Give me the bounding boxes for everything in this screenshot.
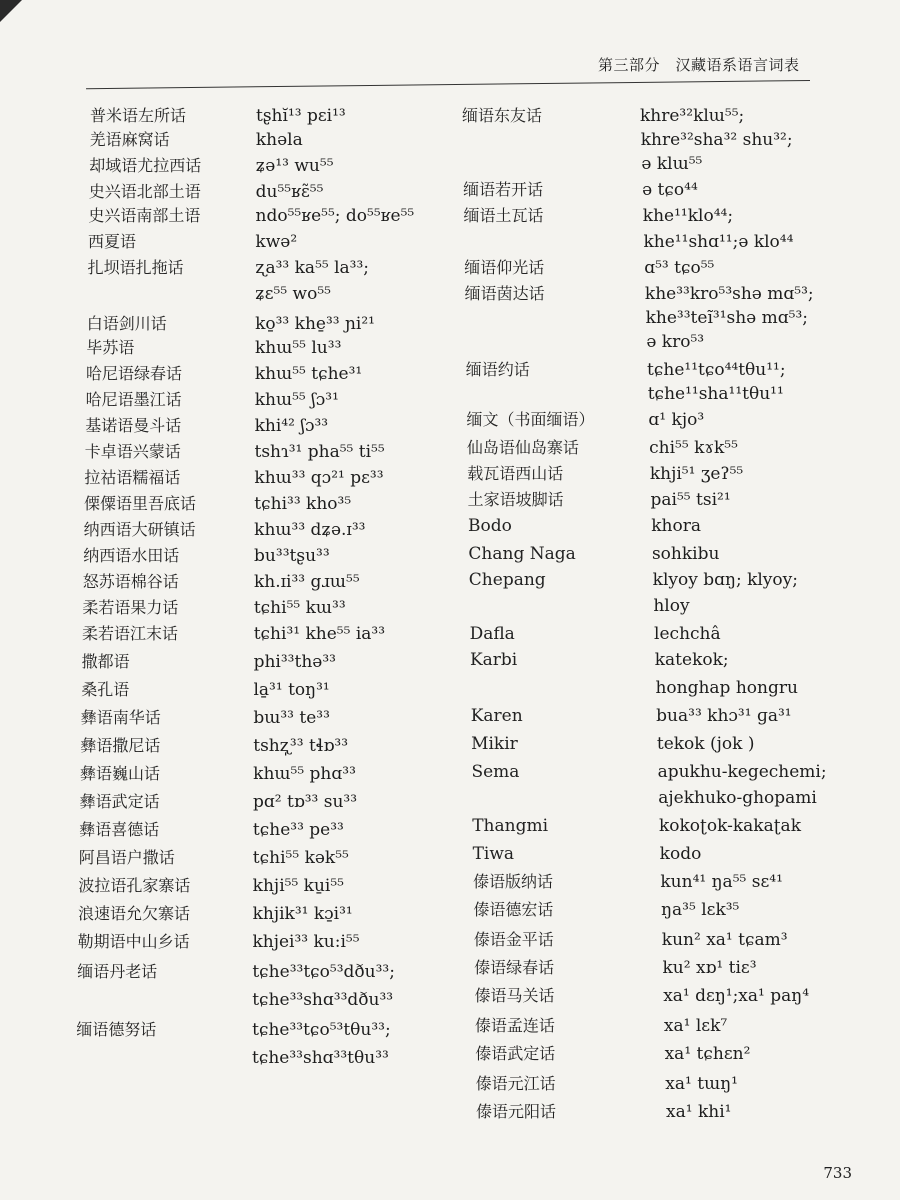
language-name: 勒期语中山乡话 bbox=[77, 932, 190, 951]
language-name: 傣语元阳话 bbox=[476, 1102, 557, 1121]
word-form: khɯ⁵⁵ phɑ³³ bbox=[253, 764, 356, 784]
language-name: 基诺语曼斗话 bbox=[85, 416, 182, 435]
word-form: tʂhĭ¹³ pɛi¹³ bbox=[256, 106, 346, 126]
word-form: khɯ⁵⁵ tɕhe³¹ bbox=[254, 364, 363, 384]
language-name: 波拉语孔家寨话 bbox=[78, 876, 191, 895]
word-form: kokoʈok-kakaʈak bbox=[658, 816, 801, 836]
word-form: khəla bbox=[255, 130, 303, 150]
language-name: 羌语麻窝话 bbox=[89, 130, 170, 149]
language-name: Thangmi bbox=[472, 816, 549, 836]
language-name: 阿昌语户撒话 bbox=[78, 848, 175, 867]
word-form: khɯ⁵⁵ ʃɔ³¹ bbox=[254, 390, 339, 410]
word-form: khji⁵⁵ ku̱i⁵⁵ bbox=[252, 876, 344, 896]
word-form: phi³³thə³³ bbox=[253, 652, 336, 672]
language-name: 扎坝语扎拖话 bbox=[87, 258, 184, 277]
language-name: 浪速语允欠寨话 bbox=[78, 904, 191, 923]
page-number: 733 bbox=[823, 1164, 852, 1182]
word-form: kun² xa¹ tɕam³ bbox=[661, 930, 788, 950]
word-form: ndo⁵⁵ʁe⁵⁵; do⁵⁵ʁe⁵⁵ bbox=[255, 206, 415, 226]
word-form: tshɿ³¹ pha⁵⁵ ti⁵⁵ bbox=[254, 442, 385, 462]
word-form: xa¹ tɕhɛn² bbox=[664, 1044, 751, 1064]
word-form: xa¹ lɛk⁷ bbox=[663, 1016, 728, 1036]
language-name: 仙岛语仙岛寨话 bbox=[466, 438, 579, 457]
header-rule bbox=[86, 80, 810, 89]
language-name: Chang Naga bbox=[468, 544, 576, 564]
word-form: ə tɕo⁴⁴ bbox=[642, 180, 698, 200]
language-name: 缅语若开话 bbox=[463, 180, 544, 199]
word-form: bua³³ khɔ³¹ ɡa³¹ bbox=[656, 706, 792, 726]
word-form: tɕhe³³shɑ³³dðu³³ bbox=[252, 990, 394, 1010]
language-name: 纳西语大研镇话 bbox=[83, 520, 196, 539]
word-form: khɯ⁵⁵ lu³³ bbox=[254, 338, 342, 358]
word-form: ajekhuko-ghopami bbox=[658, 788, 817, 808]
word-form: tɕhe³³ pe³³ bbox=[252, 820, 344, 840]
language-name: 哈尼语绿春话 bbox=[86, 364, 183, 383]
word-form: bu³³tʂu³³ bbox=[254, 546, 330, 566]
language-name: 傣语金平话 bbox=[473, 930, 554, 949]
language-name: 缅文（书面缅语） bbox=[466, 410, 595, 429]
language-name: 傈僳语里吾底话 bbox=[84, 494, 197, 513]
word-form: tɕhi³¹ khe⁵⁵ ia³³ bbox=[253, 624, 386, 644]
word-form: tshʐ̩³³ tɬɒ³³ bbox=[253, 736, 349, 756]
language-name: 却域语尤拉西话 bbox=[89, 156, 202, 175]
language-name: 桑孔语 bbox=[81, 680, 130, 699]
language-name: 缅语仰光话 bbox=[464, 258, 545, 277]
word-form: la̱³¹ toŋ³¹ bbox=[253, 680, 330, 700]
running-header: 第三部分 汉藏语系语言词表 bbox=[598, 56, 800, 74]
word-form: pai⁵⁵ tsi²¹ bbox=[650, 490, 731, 510]
language-name: 傣语马关话 bbox=[474, 986, 555, 1005]
word-form: ʑə¹³ wu⁵⁵ bbox=[255, 156, 334, 176]
language-name: 傣语武定话 bbox=[475, 1044, 556, 1063]
language-name: 缅语德努话 bbox=[76, 1020, 157, 1039]
word-form: khe¹¹shɑ¹¹;ə klo⁴⁴ bbox=[643, 232, 794, 252]
word-form: kh.ɪi³³ gɹɯ⁵⁵ bbox=[253, 572, 360, 592]
word-form: khe³³kro⁵³shə mɑ⁵³; bbox=[644, 284, 814, 304]
word-form: honghap hongru bbox=[655, 678, 798, 698]
language-name: 卡卓语兴蒙话 bbox=[84, 442, 181, 461]
language-name: 傣语孟连话 bbox=[474, 1016, 555, 1035]
language-name: 傣语版纳话 bbox=[472, 872, 553, 891]
language-name: Mikir bbox=[471, 734, 518, 754]
language-name: 缅语土瓦话 bbox=[463, 206, 544, 225]
word-form: tɕhe¹¹tɕo⁴⁴tθu¹¹; bbox=[647, 360, 786, 380]
language-name: Tiwa bbox=[472, 844, 515, 864]
word-form: ɑ⁵³ tɕo⁵⁵ bbox=[644, 258, 715, 278]
word-form: ɑ¹ kjo³ bbox=[648, 410, 705, 430]
word-form: tɕhe¹¹sha¹¹tθu¹¹ bbox=[647, 384, 784, 404]
word-form: tɕhi³³ kho³⁵ bbox=[254, 494, 352, 514]
language-name: 彝语武定话 bbox=[79, 792, 160, 811]
word-form: khora bbox=[651, 516, 701, 536]
language-name: 哈尼语墨江话 bbox=[85, 390, 182, 409]
language-name: 彝语撒尼话 bbox=[80, 736, 161, 755]
word-form: ə kro⁵³ bbox=[646, 332, 705, 352]
word-form: ʑɛ⁵⁵ wo⁵⁵ bbox=[255, 284, 331, 304]
word-form: khi⁴² ʃɔ³³ bbox=[254, 416, 329, 436]
word-form: kwə² bbox=[255, 232, 298, 252]
word-form: du⁵⁵ʁɛ̃⁵⁵ bbox=[255, 182, 324, 202]
word-form: tɕhi⁵⁵ kək⁵⁵ bbox=[252, 848, 349, 868]
language-name: Dafla bbox=[469, 624, 515, 644]
language-name: 撒都语 bbox=[81, 652, 130, 671]
word-form: khe³³teĩ³¹shə mɑ⁵³; bbox=[645, 308, 809, 328]
word-form: xa¹ khi¹ bbox=[666, 1102, 732, 1122]
word-form: ku² xɒ¹ tiɛ³ bbox=[662, 958, 757, 978]
word-form: khjik³¹ kɔ̱i³¹ bbox=[252, 904, 353, 924]
word-form: ə klɯ⁵⁵ bbox=[641, 154, 703, 174]
language-name: 彝语喜德话 bbox=[79, 820, 160, 839]
language-name: 白语剑川话 bbox=[86, 314, 167, 333]
word-form: tɕhi⁵⁵ kɯ³³ bbox=[253, 598, 346, 618]
language-name: Bodo bbox=[468, 516, 512, 536]
word-form: bɯ³³ te³³ bbox=[253, 708, 330, 728]
language-name: 怒苏语棉谷话 bbox=[82, 572, 179, 591]
word-form: hloy bbox=[653, 596, 690, 616]
language-name: 彝语南华话 bbox=[80, 708, 161, 727]
language-name: 傣语绿春话 bbox=[474, 958, 555, 977]
language-name: 史兴语南部土语 bbox=[88, 206, 201, 225]
language-name: 拉祜语糯福话 bbox=[84, 468, 181, 487]
word-form: apukhu-kegechemi; bbox=[657, 762, 827, 782]
word-form: xa¹ dɛŋ¹;xa¹ paŋ⁴ bbox=[663, 986, 810, 1006]
word-form: katekok; bbox=[654, 650, 729, 670]
word-form: khjei³³ ku:i⁵⁵ bbox=[252, 932, 360, 952]
word-form: khji⁵¹ ʒeʔ⁵⁵ bbox=[649, 464, 744, 484]
language-name: 西夏语 bbox=[88, 232, 137, 251]
word-form: sohkibu bbox=[651, 544, 720, 564]
word-form: tɕhe³³tɕo⁵³tθu³³; bbox=[252, 1020, 391, 1040]
language-name: 载瓦语西山话 bbox=[467, 464, 564, 483]
word-form: khɯ³³ qɔ²¹ pɛ³³ bbox=[254, 468, 384, 488]
language-name: 傣语元江话 bbox=[475, 1074, 556, 1093]
word-form: pɑ² tɒ³³ su³³ bbox=[253, 792, 358, 812]
word-form: tɕhe³³shɑ³³tθu³³ bbox=[252, 1048, 389, 1068]
word-form: kodo bbox=[659, 844, 702, 864]
language-name: Karen bbox=[470, 706, 523, 726]
word-form: khe¹¹klo⁴⁴; bbox=[642, 206, 734, 226]
language-name: 缅语茵达话 bbox=[464, 284, 545, 303]
language-name: 普米语左所话 bbox=[90, 106, 187, 125]
word-form: chi⁵⁵ kɤk⁵⁵ bbox=[649, 438, 738, 458]
language-name: Karbi bbox=[469, 650, 518, 670]
page-corner-mark bbox=[0, 0, 22, 22]
language-name: 史兴语北部土语 bbox=[88, 182, 201, 201]
word-form: ŋa³⁵ lɛk³⁵ bbox=[661, 900, 740, 920]
language-name: 缅语丹老话 bbox=[77, 962, 158, 981]
word-form: khre³²sha³² shu³²; bbox=[640, 130, 793, 150]
language-name: Sema bbox=[471, 762, 520, 782]
language-name: 纳西语水田话 bbox=[83, 546, 180, 565]
word-form: ko̱³³ khe̱³³ ɲi²¹ bbox=[255, 314, 375, 334]
word-form: tɕhe³³tɕo⁵³dðu³³; bbox=[252, 962, 395, 982]
language-name: 毕苏语 bbox=[86, 338, 135, 357]
language-name: 柔若语江末话 bbox=[82, 624, 179, 643]
word-form: khɯ³³ dʑə.ɪ³³ bbox=[254, 520, 366, 540]
word-form: tekok (jok ) bbox=[656, 734, 755, 754]
word-form: xa¹ tɯŋ¹ bbox=[665, 1074, 738, 1094]
language-name: 柔若语果力话 bbox=[82, 598, 179, 617]
word-form: klyoy bɑŋ; klyoy; bbox=[652, 570, 798, 590]
language-name: 缅语东友话 bbox=[462, 106, 543, 125]
word-form: khre³²klɯ⁵⁵; bbox=[640, 106, 745, 126]
language-name: 土家语坡脚话 bbox=[467, 490, 564, 509]
word-form: ʐa³³ ka⁵⁵ la³³; bbox=[255, 258, 370, 278]
language-name: Chepang bbox=[468, 570, 546, 590]
language-name: 彝语巍山话 bbox=[80, 764, 161, 783]
word-form: kun⁴¹ ŋa⁵⁵ sɛ⁴¹ bbox=[660, 872, 783, 892]
word-form: lechchâ bbox=[654, 624, 721, 644]
language-name: 缅语约话 bbox=[465, 360, 530, 379]
language-name: 傣语德宏话 bbox=[473, 900, 554, 919]
